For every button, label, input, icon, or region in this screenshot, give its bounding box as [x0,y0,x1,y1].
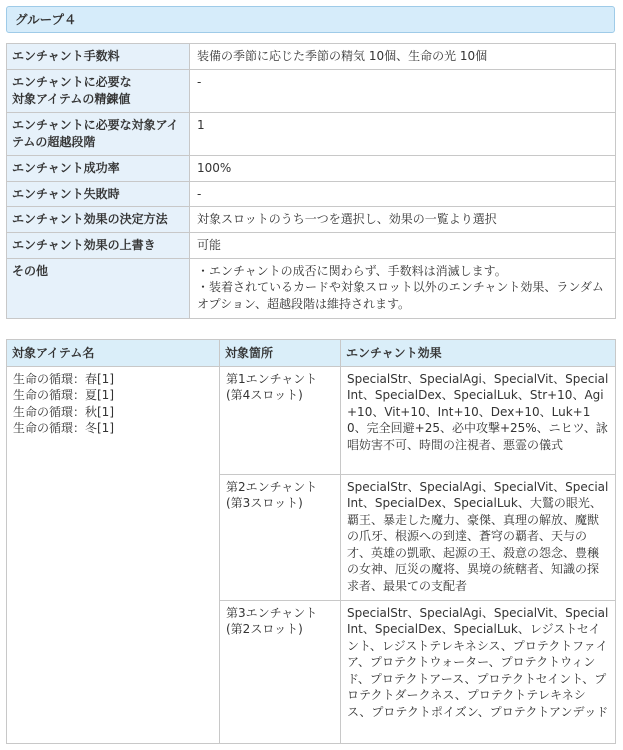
row-value-refine: - [190,70,616,113]
item-name: 生命の循環：冬[1] [13,421,114,435]
row-value-transcend: 1 [190,113,616,156]
effects-cell: SpecialStr、SpecialAgi、SpecialVit、SpecialInt、SpecialDex、SpecialLuk、Str+10、Agi+10、Vit+10、Int+10、Dex+10、Luk+10、完全回避+25、必中攻撃+25%、ニヒツ、詠唱妨害不可、時間の注視者、悪霊の儀式 [341,366,616,474]
item-name: 生命の循環：夏[1] [13,388,114,402]
header-item-name: 対象アイテム名 [7,340,220,367]
row-value-failure: - [190,181,616,207]
row-value-method: 対象スロットのうち一つを選択し、効果の一覧より選択 [190,207,616,233]
header-effects: エンチャント効果 [341,340,616,367]
row-label-fee: エンチャント手数料 [7,44,190,70]
item-names-cell [7,366,220,743]
row-value-overwrite: 可能 [190,233,616,259]
enchant-items-table [6,339,616,744]
slot-cell: 第1エンチャント (第4スロット) [220,366,341,474]
table-header-row [7,340,616,367]
row-label-refine: エンチャントに必要な 対象アイテムの精錬値 [7,70,190,113]
table-row [7,70,616,113]
row-value-success-rate: 100% [190,156,616,182]
table-row [7,44,616,70]
effects-cell: SpecialStr、SpecialAgi、SpecialVit、SpecialInt、SpecialDex、SpecialLuk、レジストセイント、レジストテレキネシス、プロテクトファイア、プロテクトウォーター、プロテクトウィンド、プロテクトアース、プロテクトセイント、プロテクトダークネス、プロテクトテレキネシス、プロテクトポイズン、プロテクトアンデッド [341,600,616,743]
row-label-overwrite: エンチャント効果の上書き [7,233,190,259]
table-row [7,113,616,156]
header-slot: 対象箇所 [220,340,341,367]
slot-cell: 第2エンチャント (第3スロット) [220,474,341,600]
item-name: 生命の循環：春[1] [13,371,114,386]
table-row [7,156,616,182]
table-row [7,181,616,207]
group-title: グループ４ [6,6,615,33]
table-row [7,207,616,233]
row-label-failure: エンチャント失敗時 [7,181,190,207]
slot-cell: 第3エンチャント (第2スロット) [220,600,341,743]
table-row [7,366,616,474]
effects-cell: SpecialStr、SpecialAgi、SpecialVit、SpecialInt、SpecialDex、SpecialLuk、大鷲の眼光、覇王、暴走した魔力、豪傑、真理の解放、魔獣の爪牙、根源への到達、蒼穹の覇者、天与の才、英雄の凱歌、起源の王、殺意の怨念、豊穣の女神、厄災の魔将、異境の統轄者、知識の探求者、最果ての支配者 [341,474,616,600]
row-label-method: エンチャント効果の決定方法 [7,207,190,233]
row-label-transcend: エンチャントに必要な対象アイテムの超越段階 [7,113,190,156]
row-label-other: その他 [7,258,190,318]
enchant-info-table [6,43,616,319]
table-row [7,258,616,318]
item-name: 生命の循環：秋[1] [13,404,114,419]
row-label-success-rate: エンチャント成功率 [7,156,190,182]
row-value-other: ・エンチャントの成否に関わらず、手数料は消滅します。 ・装着されているカードや対象スロット以外のエンチャント効果、ランダムオプション、超越段階は維持されます。 [190,258,616,318]
table-row [7,233,616,259]
row-value-fee: 装備の季節に応じた季節の精気 10個、生命の光 10個 [190,44,616,70]
